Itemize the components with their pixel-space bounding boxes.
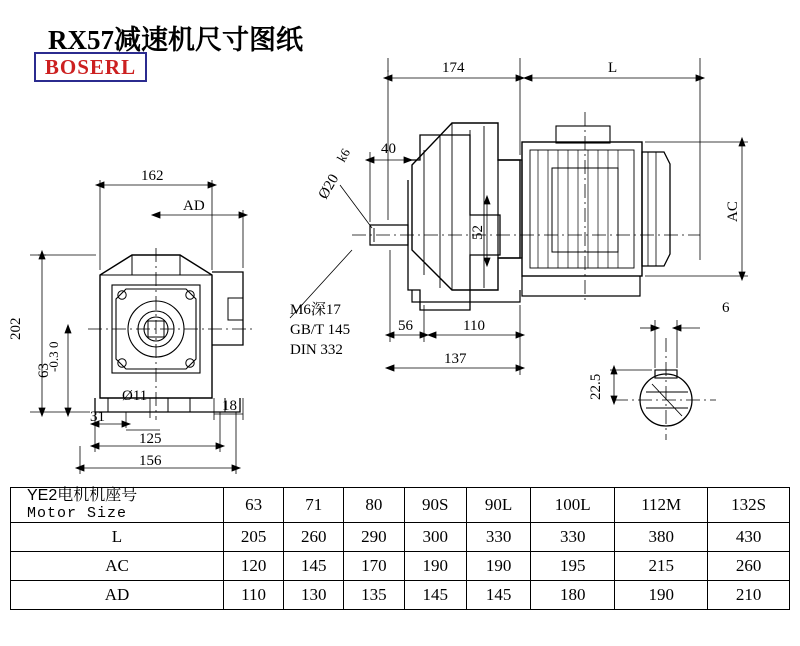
- table-row-label: L: [11, 522, 224, 551]
- dim-front-base-outer: 156: [139, 453, 162, 469]
- table-row-label: AC: [11, 551, 224, 580]
- table-cell: 190: [466, 551, 530, 580]
- dim-front-foot-tol-top: 0: [46, 341, 61, 348]
- table-cell: 260: [708, 551, 790, 580]
- table-cell: 145: [466, 580, 530, 609]
- table-cell: 120: [224, 551, 284, 580]
- table-cell: 290: [344, 522, 404, 551]
- table-row: [11, 522, 790, 551]
- table-cell: 110: [224, 580, 284, 609]
- table-cell: 215: [615, 551, 708, 580]
- dim-front-foot: 63: [36, 363, 52, 378]
- dim-front-bolt-hole: Ø11: [122, 388, 148, 404]
- table-header-name-cn: YE2电机机座号: [27, 487, 138, 504]
- table-header-row: [11, 488, 790, 523]
- table-cell: 205: [224, 522, 284, 551]
- note-tap-line2: GB/T 145: [290, 322, 351, 338]
- table-header-name-en: Motor Size: [27, 504, 128, 522]
- table-cell: 130: [284, 580, 344, 609]
- table-cell: 145: [284, 551, 344, 580]
- table-cell: 430: [708, 522, 790, 551]
- table-col-head: 71: [284, 488, 344, 523]
- table-cell: 180: [531, 580, 615, 609]
- table-row: [11, 551, 790, 580]
- motor-size-table: [10, 487, 790, 610]
- table-cell: 300: [404, 522, 466, 551]
- dim-front-ad: AD: [183, 198, 205, 214]
- table-cell: 195: [531, 551, 615, 580]
- dim-side-137: 137: [444, 351, 467, 367]
- table-col-head: 90S: [404, 488, 466, 523]
- dim-side-56: 56: [398, 318, 413, 334]
- dim-side-motor-len: L: [608, 60, 618, 76]
- table-cell: 330: [466, 522, 530, 551]
- dim-side-key-len: 40: [381, 141, 396, 157]
- dim-front-left-offset: 31: [90, 409, 105, 425]
- note-tap-line1: M6深17: [290, 302, 341, 318]
- front-view: [88, 248, 252, 420]
- dim-side-shaft-dia: Ø20: [315, 171, 343, 202]
- table-row-label: AD: [11, 580, 224, 609]
- table-col-head: 63: [224, 488, 284, 523]
- brand-logo-text: BOSERL: [44, 55, 137, 79]
- dim-side-flange-len: 174: [442, 60, 465, 76]
- dim-front-right-thick: 18: [222, 398, 237, 414]
- table-col-head: 132S: [708, 488, 790, 523]
- dim-key-width: 6: [722, 300, 730, 316]
- table-col-head: 80: [344, 488, 404, 523]
- table-row: [11, 580, 790, 609]
- table-cell: 210: [708, 580, 790, 609]
- dim-side-ac: AC: [725, 201, 741, 222]
- dim-front-width: 162: [141, 168, 164, 184]
- dim-front-height: 202: [8, 317, 24, 340]
- dim-front-base-inner: 125: [139, 431, 162, 447]
- key-section-view: [610, 320, 716, 440]
- table-header-name: [11, 488, 224, 523]
- page-title: RX57减速机尺寸图纸: [48, 25, 303, 55]
- dim-side-shaft-tol: k6: [333, 145, 354, 165]
- table-cell: 380: [615, 522, 708, 551]
- note-tap-line3: DIN 332: [290, 342, 343, 358]
- table-cell: 190: [615, 580, 708, 609]
- table-col-head: 100L: [531, 488, 615, 523]
- dim-front-foot-tol-bottom: -0.3: [46, 351, 61, 372]
- table-col-head: 90L: [466, 488, 530, 523]
- dim-side-110: 110: [463, 318, 485, 334]
- table-cell: 135: [344, 580, 404, 609]
- table-cell: 170: [344, 551, 404, 580]
- dim-side-shaft-step: 52: [470, 225, 486, 240]
- table-cell: 260: [284, 522, 344, 551]
- table-cell: 190: [404, 551, 466, 580]
- dim-key-height: 22.5: [588, 373, 604, 400]
- table-col-head: 112M: [615, 488, 708, 523]
- table-cell: 145: [404, 580, 466, 609]
- table-cell: 330: [531, 522, 615, 551]
